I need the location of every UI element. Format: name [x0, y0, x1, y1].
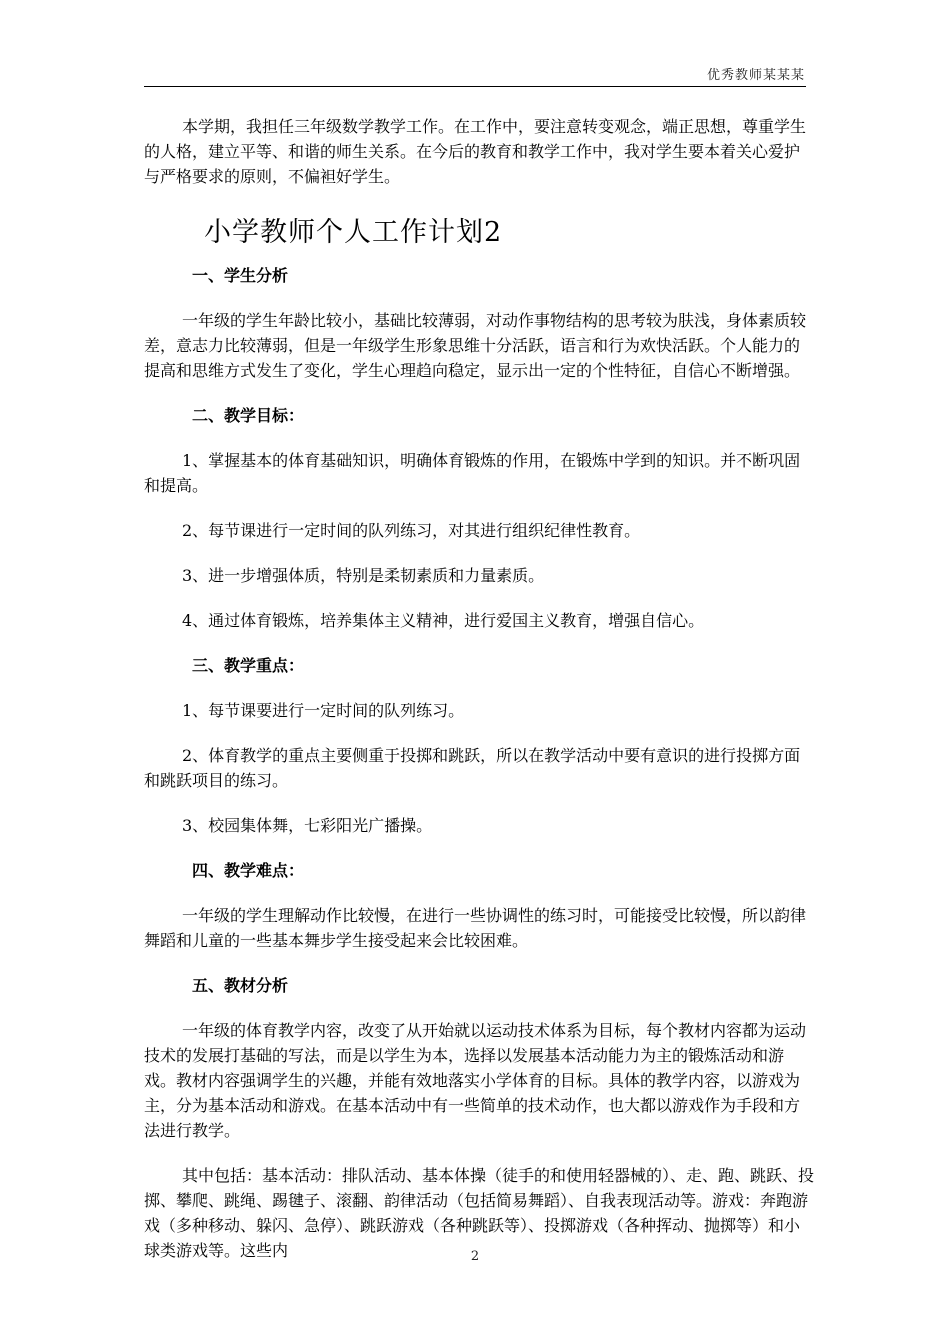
- section-heading-key-points: 三、教学重点：: [192, 656, 305, 675]
- difficulties-paragraph: 一年级的学生理解动作比较慢，在进行一些协调性的练习时，可能接受比较慢，所以韵律舞蹈和儿童的一些基本舞步学生接受起来会比较困难。: [144, 906, 807, 950]
- header-divider: [144, 86, 806, 87]
- section-heading-students: 一、学生分析: [192, 266, 289, 285]
- key-points-item-1: 1、每节课要进行一定时间的队列练习。: [182, 701, 465, 720]
- key-points-item-3: 3、校园集体舞，七彩阳光广播操。: [182, 816, 433, 835]
- materials-paragraph-2: 其中包括：基本活动：排队活动、基本体操（徒手的和使用轻器械的）、走、跑、跳跃、投掷、攀爬、跳绳、踢毽子、滚翻、韵律活动（包括简易舞蹈）、自我表现活动等。游戏：奔跑游戏（多种移动、躲闪、急停）、跳跃游戏（各种跳跃等）、投掷游戏（各种挥动、抛掷等）和小球类游戏等。这些内: [144, 1166, 815, 1260]
- key-points-item-2: 2、体育教学的重点主要侧重于投掷和跳跃，所以在教学活动中要有意识的进行投掷方面和跳跃项目的练习。: [144, 746, 801, 790]
- goals-item-3: 3、进一步增强体质，特别是柔韧素质和力量素质。: [182, 566, 545, 585]
- materials-paragraph-1: 一年级的体育教学内容，改变了从开始就以运动技术体系为目标，每个教材内容都为运动技术的发展打基础的写法，而是以学生为本，选择以发展基本活动能力为主的锻炼活动和游戏。教材内容强调学生的兴趣，并能有效地落实小学体育的目标。具体的教学内容，以游戏为主，分为基本活动和游戏。在基本活动中有一些简单的技术动作，也大都以游戏作为手段和方法进行教学。: [144, 1021, 807, 1140]
- students-paragraph: 一年级的学生年龄比较小，基础比较薄弱，对动作事物结构的思考较为肤浅，身体素质较差，意志力比较薄弱，但是一年级学生形象思维十分活跃，语言和行为欢快活跃。个人能力的提高和思维方式发生了变化，学生心理趋向稳定，显示出一定的个性特征，自信心不断增强。: [144, 311, 807, 380]
- section-heading-materials: 五、教材分析: [192, 976, 289, 995]
- section-heading-goals: 二、教学目标：: [192, 406, 305, 425]
- page-number: 2: [470, 1249, 480, 1264]
- document-body: [144, 114, 814, 1263]
- goals-item-1: 1、掌握基本的体育基础知识，明确体育锻炼的作用，在锻炼中学到的知识。并不断巩固和提高。: [144, 451, 801, 495]
- header-label: 优秀教师某某某: [706, 68, 805, 83]
- intro-paragraph: 本学期，我担任三年级数学教学工作。在工作中，要注意转变观念，端正思想，尊重学生的人格，建立平等、和谐的师生关系。在今后的教育和教学工作中，我对学生要本着关心爱护与严格要求的原则，不偏袒好学生。: [144, 117, 807, 186]
- section-heading-difficulties: 四、教学难点：: [192, 861, 305, 880]
- goals-item-4: 4、通过体育锻炼，培养集体主义精神，进行爱国主义教育，增强自信心。: [182, 611, 705, 630]
- goals-item-2: 2、每节课进行一定时间的队列练习，对其进行组织纪律性教育。: [182, 521, 641, 540]
- page-title: 小学教师个人工作计划2: [204, 217, 503, 248]
